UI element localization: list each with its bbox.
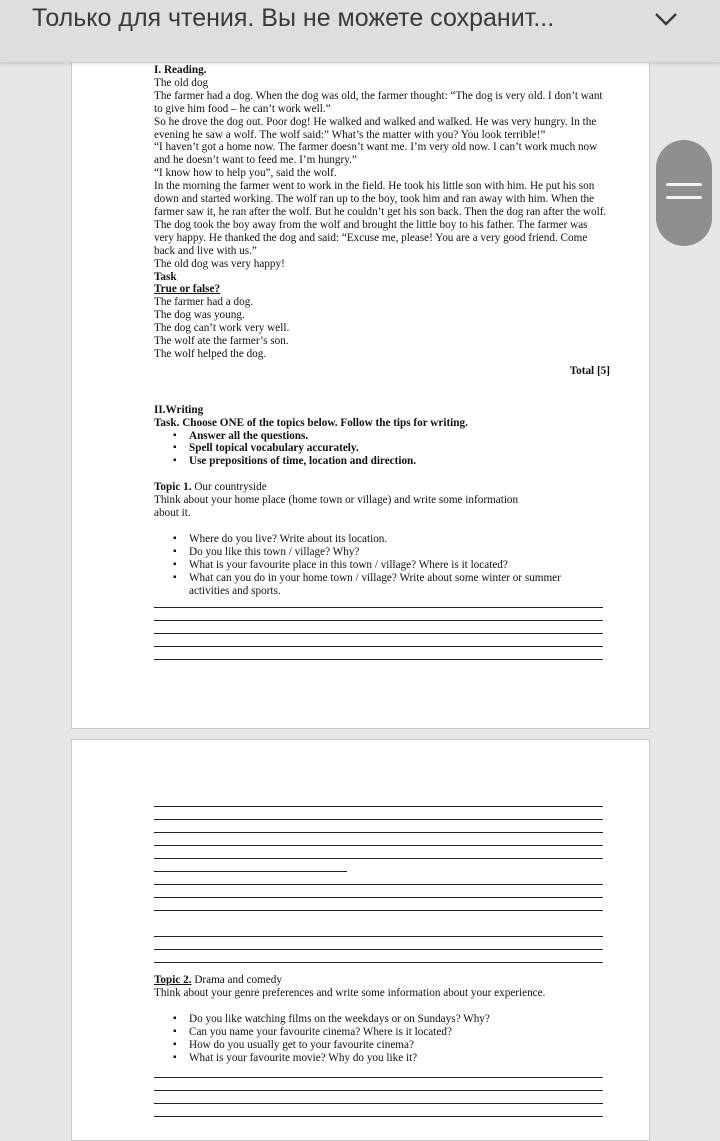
answer-line — [154, 659, 603, 660]
answer-line — [154, 1077, 603, 1078]
answer-line — [154, 858, 603, 859]
question-item: ▪ What can you do in your home town / village? Write about some winter or summer activities and sports. — [154, 572, 594, 598]
answer-line — [154, 806, 603, 807]
chevron-down-icon[interactable] — [652, 8, 680, 30]
question-item: ▪ Can you name your favourite cinema? Where is it located? — [154, 1026, 609, 1039]
page2-content — [154, 974, 609, 1064]
tip-item: ▪ Spell topical vocabulary accurately. — [154, 442, 609, 455]
answer-line — [154, 910, 603, 911]
true-false-label: True or false? — [154, 283, 221, 296]
topic2-questions — [154, 1013, 609, 1065]
statement: The dog can’t work very well. — [154, 322, 290, 335]
story-paragraph: “I know how to help you”, said the wolf. — [154, 167, 337, 180]
story-title: The old dog — [154, 76, 209, 89]
answer-line — [154, 633, 603, 634]
statement: The farmer had a dog. — [154, 296, 254, 309]
answer-line — [154, 1090, 603, 1091]
answer-line — [154, 897, 603, 898]
statement: The dog was young. — [154, 309, 245, 322]
story-paragraph: So he drove the dog out. Poor dog! He walked and walked and walked. He was very hungry. In the evening he saw a wolf. The wolf said:” What’s the matter with you? You look terrible!” — [154, 115, 597, 141]
writing-heading: II.Writing — [154, 403, 204, 416]
task-label: Task — [154, 270, 177, 283]
page1-content — [154, 64, 609, 598]
topic2-name: Drama and comedy — [191, 974, 282, 986]
document-page-1 — [71, 0, 650, 729]
question-item: ▪ What is your favourite movie? Why do you like it? — [154, 1052, 609, 1065]
read-only-banner[interactable] — [0, 0, 720, 63]
topic1-description: Think about your home place (home town or village) and write some information about it. — [154, 494, 519, 520]
question-item: ▪ How do you usually get to your favourite cinema? — [154, 1039, 609, 1052]
tip-item: ▪ Use prepositions of time, location and direction. — [154, 455, 609, 468]
answer-line — [154, 620, 603, 621]
story-paragraph: In the morning the farmer went to work in the field. He took his little son with him. He put his son down and started working. The wolf ran up to the boy, took him and ran away with him. When the farmer saw it, he ran after the wolf. But he couldn’t get his son back. Then the dog ran after the wolf. The dog took the boy away from the wolf and brought the little boy to his father. The farmer was very happy. He thanked the dog and said: “Excuse me, please! You are a very good friend. Come back and live with us.” — [154, 180, 607, 257]
story-paragraph: “I haven’t got a home now. The farmer doesn’t want me. I’m very old now. I can’t work much now and he doesn’t want to feed me. I’m hungry.” — [154, 141, 598, 167]
topic1-name: Our countryside — [191, 481, 267, 494]
banner-title: Только для чтения. Вы не можете сохранит... — [32, 4, 555, 32]
question-item: ▪ Where do you live? Write about its location. — [154, 533, 594, 546]
topic1-label: Topic 1. — [154, 481, 192, 494]
answer-line — [154, 832, 603, 833]
answer-line — [154, 819, 603, 820]
answer-line — [154, 936, 603, 937]
answer-line — [154, 845, 603, 846]
story-paragraph: The farmer had a dog. When the dog was old, the farmer thought: “The dog is very old. I don’t want to give him food – he can’t work well.” — [154, 89, 603, 115]
answer-line — [154, 962, 603, 963]
topic2-label: Topic 2. — [154, 974, 192, 986]
tip-item: ▪ Answer all the questions. — [154, 430, 609, 443]
answer-line — [154, 607, 603, 608]
topic2-description: Think about your genre preferences and write some information about your experience. — [154, 986, 546, 999]
writing-task: Task. Choose ONE of the topics below. Follow the tips for writing. — [154, 416, 468, 429]
statement: The wolf ate the farmer’s son. — [154, 335, 289, 348]
document-page-2 — [71, 739, 650, 1141]
story-paragraph: The old dog was very happy! — [154, 257, 285, 270]
topic2-title — [154, 974, 609, 987]
scroll-grip-icon — [666, 183, 702, 186]
answer-line — [154, 884, 603, 885]
question-item: ▪ What is your favourite place in this town / village? Where is it located? — [154, 559, 594, 572]
tips-list — [154, 430, 609, 469]
reading-heading: I. Reading. — [154, 64, 207, 76]
total-score: Total [5] — [569, 364, 610, 377]
topic1-questions — [154, 533, 594, 598]
answer-line — [154, 646, 603, 647]
answer-line — [154, 1116, 603, 1117]
question-item: ▪ Do you like watching films on the weekdays or on Sundays? Why? — [154, 1013, 609, 1026]
answer-line — [154, 1103, 603, 1104]
scrollbar-handle[interactable] — [656, 140, 712, 246]
question-item: ▪ Do you like this town / village? Why? — [154, 546, 594, 559]
statement: The wolf helped the dog. — [154, 347, 267, 360]
answer-line — [154, 949, 603, 950]
topic1-title — [154, 481, 609, 494]
scroll-grip-icon — [666, 196, 702, 199]
answer-line — [154, 871, 347, 872]
